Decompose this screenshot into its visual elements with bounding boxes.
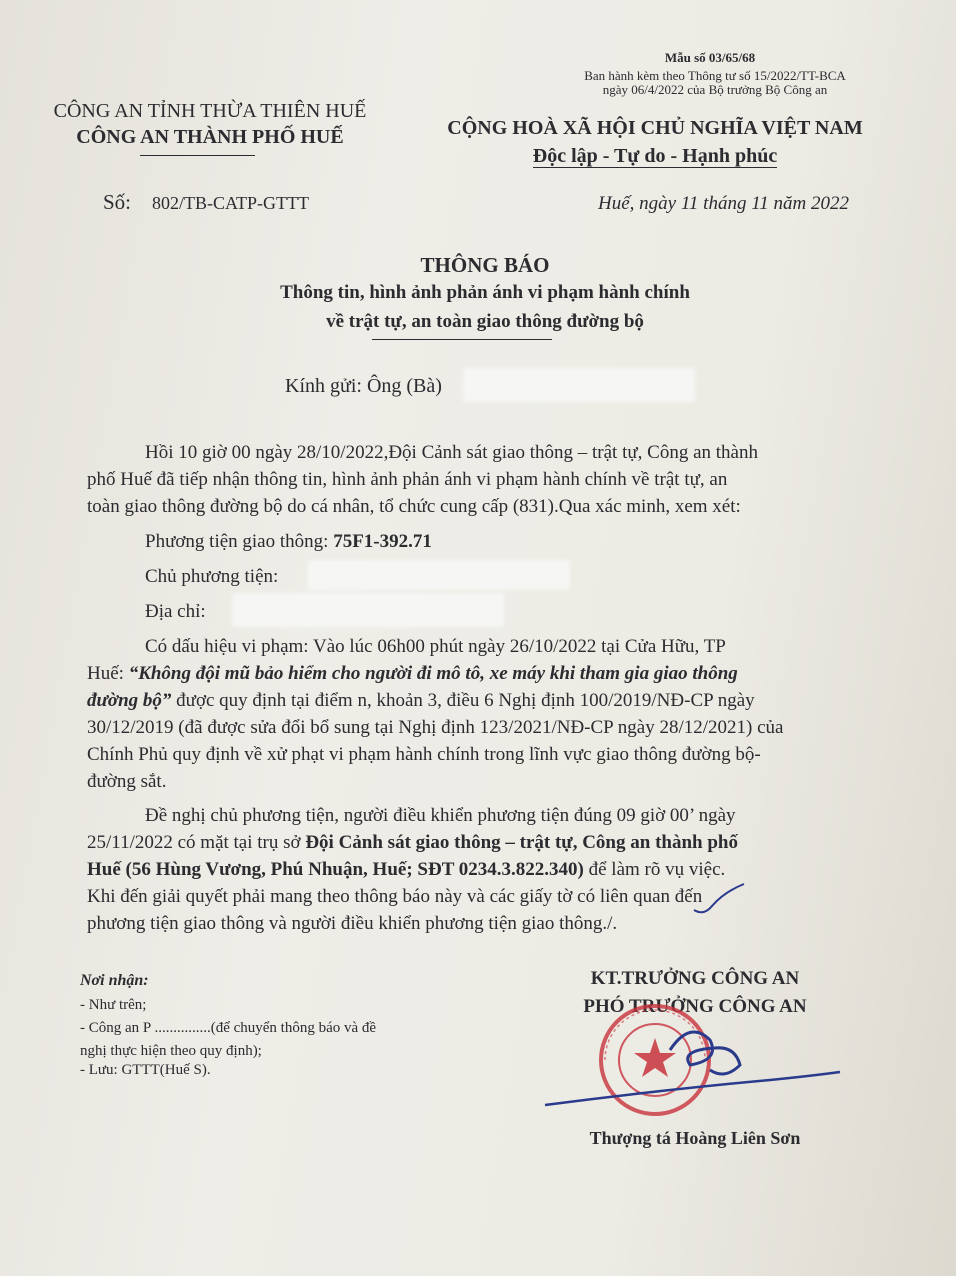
- vehicle-label: Phương tiện giao thông:: [145, 531, 329, 552]
- recipients-title: Nơi nhận:: [80, 972, 149, 989]
- request-office: Đội Cảnh sát giao thông – trật tự, Công an thành phố: [305, 832, 738, 853]
- recipients-item-3: - Lưu: GTTT(Huế S).: [80, 1062, 211, 1078]
- checkmark-icon: [690, 880, 750, 920]
- request-date: 25/11/2022 có mặt tại trụ sở: [87, 832, 306, 853]
- notice-title: THÔNG BÁO: [420, 253, 550, 277]
- notice-subtitle-1: Thông tin, hình ảnh phản ánh vi phạm hành chính: [280, 282, 690, 303]
- request-line-1: Đề nghị chủ phương tiện, người điều khiển phương tiện đúng 09 giờ 00’ ngày: [145, 805, 736, 826]
- vehicle-plate: 75F1-392.71: [333, 531, 432, 552]
- violation-line-1: Có dấu hiệu vi phạm: Vào lúc 06h00 phút ngày 26/10/2022 tại Cửa Hữu, TP: [145, 636, 726, 657]
- agency-parent: CÔNG AN TỈNH THỪA THIÊN HUẾ: [53, 100, 367, 122]
- request-line-5: phương tiện giao thông và người điều khiển phương tiện giao thông./.: [87, 913, 618, 934]
- violation-legal-basis: được quy định tại điểm n, khoản 3, điều 6 Nghị định 100/2019/NĐ-CP ngày: [171, 690, 755, 711]
- motto-text: Độc lập - Tự do - Hạnh phúc: [532, 145, 778, 167]
- violation-line-4: 30/12/2019 (đã được sửa đổi bổ sung tại Nghị định 123/2021/NĐ-CP ngày 28/12/2021) của: [87, 717, 784, 738]
- form-issued-line1: Ban hành kèm theo Thông tư số 15/2022/TT-BCA: [584, 68, 846, 83]
- request-line-2: [87, 828, 738, 858]
- issue-date: Huế, ngày 11 tháng 11 năm 2022: [598, 193, 850, 214]
- recipient-label: Kính gửi: Ông (Bà): [285, 375, 442, 397]
- agency-underline: [140, 155, 255, 156]
- recipient-redaction: [463, 368, 695, 402]
- form-number: Mẫu số 03/65/68: [664, 50, 756, 65]
- recipients-item-2: - Công an P ...............(để chuyển thông báo và đề: [80, 1020, 377, 1036]
- intro-line-1: Hồi 10 giờ 00 ngày 28/10/2022,Đội Cảnh sát giao thông – trật tự, Công an thành: [145, 442, 758, 463]
- doc-number: 802/TB-CATP-GTTT: [152, 193, 309, 213]
- form-issued-line2: ngày 06/4/2022 của Bộ trưởng Bộ Công an: [602, 82, 828, 97]
- signer-name: Thượng tá Hoàng Liên Sơn: [589, 1128, 801, 1148]
- request-purpose: để làm rõ vụ việc.: [583, 859, 726, 880]
- nation-motto: [420, 145, 890, 168]
- handwritten-signature-icon: [540, 1010, 860, 1120]
- title-underline: [372, 339, 552, 340]
- doc-number-label: Số:: [103, 190, 132, 214]
- recipients-item-1: - Như trên;: [80, 997, 147, 1013]
- violation-behavior: “Không đội mũ bảo hiểm cho người đi mô tô, xe máy khi tham gia giao thông: [128, 663, 738, 684]
- violation-behavior-end: đường bộ”: [87, 690, 172, 711]
- signature-title-1: KT.TRƯỞNG CÔNG AN: [590, 968, 800, 989]
- owner-redaction: [308, 560, 570, 590]
- violation-line-2: [87, 659, 738, 689]
- address-label: Địa chỉ:: [145, 601, 206, 622]
- notice-subtitle-2: về trật tự, an toàn giao thông đường bộ: [326, 311, 644, 332]
- owner-label: Chủ phương tiện:: [145, 566, 279, 587]
- request-line-4: Khi đến giải quyết phải mang theo thông báo này và các giấy tờ có liên quan đến: [87, 886, 703, 907]
- request-line-3: [87, 855, 725, 885]
- intro-line-3: toàn giao thông đường bộ do cá nhân, tổ chức cung cấp (831).Qua xác minh, xem xét:: [87, 496, 741, 517]
- violation-line-6: đường sắt.: [87, 771, 167, 792]
- violation-line-3: [87, 686, 755, 716]
- vehicle-row: [145, 527, 432, 557]
- signature-title-2: PHÓ TRƯỞNG CÔNG AN: [583, 996, 807, 1017]
- intro-line-2: phố Huế đã tiếp nhận thông tin, hình ảnh phản ánh vi phạm hành chính về trật tự, an: [87, 469, 728, 490]
- address-redaction: [232, 593, 504, 627]
- recipients-item-2b: nghị thực hiện theo quy định);: [80, 1043, 262, 1059]
- nation-title: CỘNG HOÀ XÃ HỘI CHỦ NGHĨA VIỆT NAM: [447, 117, 863, 139]
- agency-name: CÔNG AN THÀNH PHỐ HUẾ: [76, 126, 344, 148]
- request-address: Huế (56 Hùng Vương, Phú Nhuận, Huế; SĐT 0234.3.822.340): [87, 859, 584, 880]
- violation-place: Huế:: [87, 663, 129, 684]
- violation-line-5: Chính Phủ quy định về xử phạt vi phạm hành chính trong lĩnh vực giao thông đường bộ-: [87, 744, 761, 765]
